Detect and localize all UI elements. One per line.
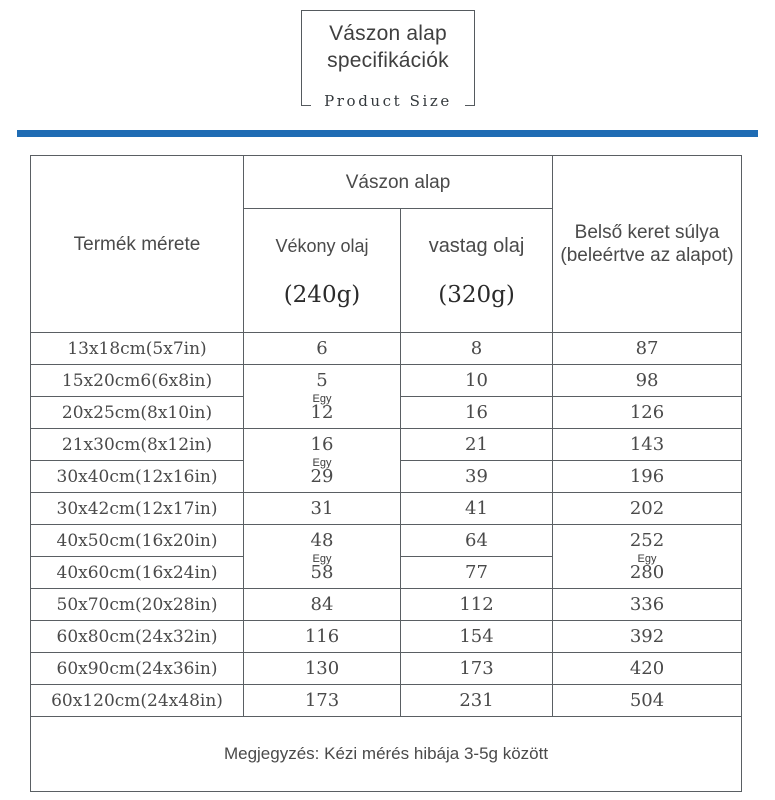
column-header-canvas-base-group: Vászon alap bbox=[244, 156, 553, 209]
cell-frame-weight: 87 bbox=[553, 333, 742, 365]
table-row bbox=[31, 653, 742, 685]
cell-product-size: 30x42cm(12x17in) bbox=[31, 493, 244, 525]
stray-annotation: Egy bbox=[244, 394, 400, 405]
cell-thin-oil: 48 Egy bbox=[244, 525, 401, 557]
cell-thick-oil: 112 bbox=[401, 589, 553, 621]
cell-product-size: 20x25cm(8x10in) bbox=[31, 397, 244, 429]
cell-thick-oil: 16 bbox=[401, 397, 553, 429]
page-title bbox=[281, 20, 495, 74]
table-row bbox=[31, 365, 742, 397]
cell-thin-oil: 6 bbox=[244, 333, 401, 365]
cell-product-size: 30x40cm(12x16in) bbox=[31, 461, 244, 493]
table-row bbox=[31, 685, 742, 717]
table-row bbox=[31, 557, 742, 589]
column-header-thin-oil bbox=[244, 209, 401, 333]
page-subtitle: Product Size bbox=[320, 92, 456, 110]
cell-product-size: 15x20cm6(6x8in) bbox=[31, 365, 244, 397]
column-header-thin-oil-label: Vékony olaj bbox=[275, 236, 369, 256]
cell-thick-oil: 8 bbox=[401, 333, 553, 365]
cell-product-size: 13x18cm(5x7in) bbox=[31, 333, 244, 365]
cell-thin-oil: 16 Egy bbox=[244, 429, 401, 461]
table-header bbox=[31, 156, 742, 333]
cell-product-size: 21x30cm(8x12in) bbox=[31, 429, 244, 461]
column-header-thick-oil-label: vastag olaj bbox=[428, 235, 525, 257]
cell-product-size: 40x50cm(16x20in) bbox=[31, 525, 244, 557]
stray-annotation: Egy bbox=[244, 458, 400, 469]
cell-thin-oil: 5 Egy bbox=[244, 365, 401, 397]
page-subtitle-container bbox=[300, 92, 476, 118]
cell-thick-oil: 21 bbox=[401, 429, 553, 461]
cell-thick-oil: 64 bbox=[401, 525, 553, 557]
cell-thick-oil: 10 bbox=[401, 365, 553, 397]
cell-thin-oil: 12 bbox=[244, 397, 401, 429]
cell-frame-weight: 202 bbox=[553, 493, 742, 525]
cell-thick-oil: 77 bbox=[401, 557, 553, 589]
cell-frame-weight: 196 bbox=[553, 461, 742, 493]
column-header-inner-frame-weight: Belső keret súlya (beleértve az alapot) bbox=[553, 156, 742, 333]
cell-thick-oil: 39 bbox=[401, 461, 553, 493]
table-row bbox=[31, 589, 742, 621]
cell-frame-weight: 252 Egy bbox=[553, 525, 742, 557]
cell-thin-oil: 31 bbox=[244, 493, 401, 525]
cell-thin-oil: 116 bbox=[244, 621, 401, 653]
table-footer bbox=[31, 717, 742, 792]
cell-thin-oil: 173 bbox=[244, 685, 401, 717]
cell-frame-weight: 392 bbox=[553, 621, 742, 653]
table-row bbox=[31, 621, 742, 653]
cell-product-size: 60x120cm(24x48in) bbox=[31, 685, 244, 717]
stray-annotation: Egy bbox=[553, 554, 741, 565]
measurement-note: Megjegyzés: Kézi mérés hibája 3-5g között bbox=[31, 717, 742, 792]
page-title-line-2: specifikációk bbox=[327, 49, 449, 72]
cell-thick-oil: 231 bbox=[401, 685, 553, 717]
table-row bbox=[31, 461, 742, 493]
cell-frame-weight: 420 bbox=[553, 653, 742, 685]
table-row bbox=[31, 397, 742, 429]
accent-divider bbox=[17, 130, 758, 137]
specification-table bbox=[30, 155, 742, 792]
cell-frame-weight: 126 bbox=[553, 397, 742, 429]
column-header-thin-oil-weight: (240g) bbox=[283, 282, 361, 308]
cell-thin-oil: 29 bbox=[244, 461, 401, 493]
cell-thick-oil: 173 bbox=[401, 653, 553, 685]
cell-thick-oil: 41 bbox=[401, 493, 553, 525]
table-row bbox=[31, 493, 742, 525]
cell-thin-oil: 58 bbox=[244, 557, 401, 589]
table-header-row-group bbox=[31, 156, 742, 209]
cell-thin-oil: 130 bbox=[244, 653, 401, 685]
cell-frame-weight: 280 bbox=[553, 557, 742, 589]
cell-product-size: 60x80cm(24x32in) bbox=[31, 621, 244, 653]
table-row bbox=[31, 525, 742, 557]
cell-frame-weight: 504 bbox=[553, 685, 742, 717]
cell-thick-oil: 154 bbox=[401, 621, 553, 653]
cell-thin-oil: 84 bbox=[244, 589, 401, 621]
cell-frame-weight: 143 bbox=[553, 429, 742, 461]
stray-annotation: Egy bbox=[244, 554, 400, 565]
cell-frame-weight: 98 bbox=[553, 365, 742, 397]
column-header-product-size: Termék mérete bbox=[31, 156, 244, 333]
cell-product-size: 60x90cm(24x36in) bbox=[31, 653, 244, 685]
page-header bbox=[0, 0, 775, 122]
page-title-line-1: Vászon alap bbox=[329, 22, 447, 45]
cell-frame-weight: 336 bbox=[553, 589, 742, 621]
table-row bbox=[31, 429, 742, 461]
cell-product-size: 40x60cm(16x24in) bbox=[31, 557, 244, 589]
column-header-thick-oil bbox=[401, 209, 553, 333]
table-row bbox=[31, 333, 742, 365]
column-header-thick-oil-weight: (320g) bbox=[438, 282, 515, 308]
cell-product-size: 50x70cm(20x28in) bbox=[31, 589, 244, 621]
table-body bbox=[31, 333, 742, 717]
